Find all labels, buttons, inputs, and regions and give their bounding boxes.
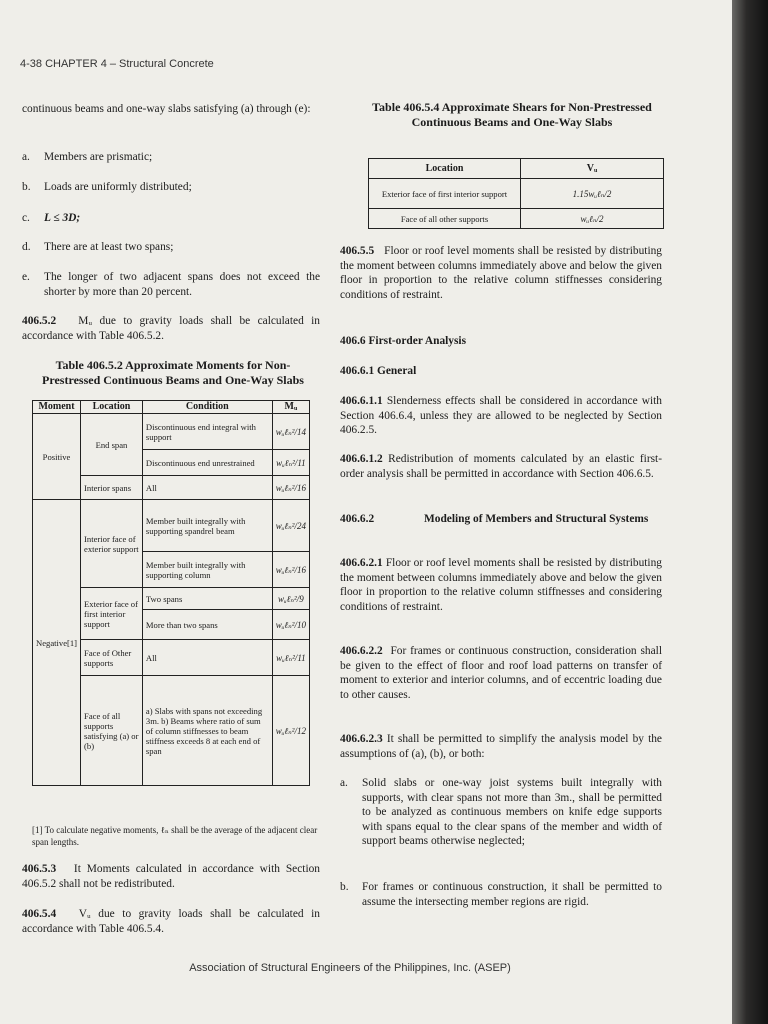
cell-formula: wᵤℓₙ²/12 <box>272 676 309 786</box>
section-406-5-2: 406.5.2 Mᵤ due to gravity loads shall be calculated in accordance with Table 406.5.2. <box>22 315 320 342</box>
col-mu: Mᵤ <box>272 401 309 414</box>
cell-formula: wᵤℓₙ²/16 <box>272 552 309 588</box>
cell-condition: More than two spans <box>142 610 272 640</box>
cell-negative: Negative[1] <box>33 500 81 786</box>
section-406-5-3: 406.5.3 It Moments calculated in accordance with Section 406.5.2 shall not be redistributed. <box>22 863 321 890</box>
cell-formula: wᵤℓₙ²/24 <box>272 500 309 552</box>
cell-exterior-face: Exterior face of first interior support <box>81 588 143 640</box>
table-footnote: [1] To calculate negative moments, ℓₙ shall be the average of the adjacent clear span lengths. <box>32 825 318 847</box>
table-406-5-4-caption: Table 406.5.4 Approximate Shears for Non-Prestressed Continuous Beams and One-Way Slabs <box>372 100 652 129</box>
cell-formula: wᵤℓₙ²/11 <box>272 450 309 476</box>
section-406-6-1-1: 406.6.1.1 Slenderness effects shall be considered in accordance with Section 406.6.4, unless they are allowed to be neglected by Section 406.2.5. <box>340 395 662 436</box>
cell-condition: Discontinuous end integral with support <box>142 414 272 450</box>
cell-formula: wᵤℓₙ²/16 <box>272 476 309 500</box>
book-binding-edge <box>732 0 768 1024</box>
section-406-6-1-heading: 406.6.1 General <box>340 365 417 377</box>
list-item-e: e. The longer of two adjacent spans does not exceed the shorter by more than 20 percent. <box>22 271 320 298</box>
cell-condition: a) Slabs with spans not exceeding 3m. b) Beams where ratio of sum of column stiffnesses to beam stiffness exceeds 8 at each end of span <box>142 676 272 786</box>
page-footer: Association of Structural Engineers of the Philippines, Inc. (ASEP) <box>189 962 511 974</box>
list-item-b: b. For frames or continuous construction, it shall be permitted to assume the intersecting member regions are rigid. <box>340 881 662 908</box>
cell-positive: Positive <box>33 414 81 500</box>
cell-interior-face: Interior face of exterior support <box>81 500 143 588</box>
cell-condition: Discontinuous end unrestrained <box>142 450 272 476</box>
section-406-6-2-3: 406.6.2.3 It shall be permitted to simplify the analysis model by the assumptions of (a), (b), or both: <box>340 733 662 760</box>
cell-condition: Two spans <box>142 588 272 610</box>
col-vu: Vᵤ <box>521 159 664 179</box>
cell-location: Exterior face of first interior support <box>369 179 521 209</box>
cell-condition: Member built integrally with supporting spandrel beam <box>142 500 272 552</box>
section-406-6-1-2: 406.6.1.2 Redistribution of moments calculated by an elastic first-order analysis shall be permitted in accordance with Section 406.6.5. <box>340 453 662 480</box>
cell-formula: wᵤℓₙ²/11 <box>272 640 309 676</box>
cell-all-supports: Face of all supports satisfying (a) or (b) <box>81 676 143 786</box>
intro-text: continuous beams and one-way slabs satisfying (a) through (e): <box>22 103 311 115</box>
cell-interior-spans: Interior spans <box>81 476 143 500</box>
running-header: 4-38 CHAPTER 4 – Structural Concrete <box>20 58 214 70</box>
cell-other-supports: Face of Other supports <box>81 640 143 676</box>
section-406-5-5: 406.5.5 Floor or roof level moments shall be resisted by distributing the moment between columns immediately above and below the given floor in proportion to the relative column stiffnesses considering conditions of restraint. <box>340 245 662 301</box>
cell-formula: wᵤℓₙ²/9 <box>272 588 309 610</box>
cell-formula: wᵤℓₙ²/10 <box>272 610 309 640</box>
cell-end-span: End span <box>81 414 143 476</box>
section-406-6-2-1: 406.6.2.1 Floor or roof level moments shall be resisted by distributing the moment between columns immediately above and below the given floor in proportion to the relative column stiffnesses and considering conditions of restraint. <box>340 557 662 613</box>
section-406-5-4: 406.5.4 Vᵤ due to gravity loads shall be calculated in accordance with Table 406.5.4. <box>22 908 320 935</box>
cell-condition: All <box>142 476 272 500</box>
cell-location: Face of all other supports <box>369 209 521 229</box>
col-condition: Condition <box>142 401 272 414</box>
section-406-6-heading: 406.6 First-order Analysis <box>340 335 467 347</box>
list-item-a: a. Solid slabs or one-way joist systems built integrally with supports, with clear spans not more than 3m., shall be permitted to be analyzed as continuous members on knife edge supports with spans equal to the clear spans of the member and width of support beams otherwise neglected; <box>340 777 662 847</box>
section-406-6-2-2: 406.6.2.2 For frames or continuous construction, consideration shall be given to the effect of floor and roof load patterns on transfer of moment to exterior and interior columns, and of eccentric loading due to other causes. <box>340 645 662 701</box>
col-location: Location <box>369 159 521 179</box>
table-406-5-2 <box>32 400 310 786</box>
cell-condition: Member built integrally with supporting column <box>142 552 272 588</box>
cell-condition: All <box>142 640 272 676</box>
cell-shear: 1.15wᵤℓₙ/2 <box>521 179 664 209</box>
cell-shear: wᵤℓₙ/2 <box>521 209 664 229</box>
page: 4-38 CHAPTER 4 – Structural Concrete continuous beams and one-way slabs satisfying (a) through (e): a. Members are prismatic; b. Loads are uniformly distributed; c. L ≤ 3D; d. There are at least two spans; e. The longer of two adjacent spans does not exceed the shorter by more than 20 percent. 406.5.2 Mᵤ due to gravity loads shall be calculated in accordance with Table 406.5.2. Table 406.5.2 Approximate Moments for Non-Prestressed Continuous Beams and One-Way Slabs Moment Location Condition Mᵤ Positive End span Discontinuous end integral with support wᵤℓₙ²/14 Discontinuous end unrestrained wᵤℓₙ²/11 Interior spans All wᵤℓₙ²/16 Negative[1] Interior face of exterior support Member built integrally with supporting spandrel beam wᵤℓₙ²/24 Member built integrally with supporting column wᵤℓₙ²/16 Exterior face of first interior support Two spans wᵤℓₙ²/9 More than two spans wᵤℓₙ²/10 Face of Other supports All wᵤℓₙ²/11 Face of all supports satisfying (a) or (b) a) Slabs with spans not exceeding 3m. b) Beams where ratio of sum of column stiffnesses to beam stiffness exceeds 8 at each end of span wᵤℓₙ²/12 [1] To calculate negative moments, ℓₙ shall be the average of the adjacent clear span lengths. 406.5.3 It Moments calculated in accordance with Section 406.5.2 shall not be redistributed. 406.5.4 Vᵤ due to gravity loads shall be calculated in accordance with Table 406.5.4. Table 406.5.4 Approximate Shears for Non-Prestressed Continuous Beams and One-Way Slabs Location Vᵤ Exterior face of first interior support 1.15wᵤℓₙ/2 Face of all other supports wᵤℓₙ/2 406.5.5 Floor or roof level moments shall be resisted by distributing the moment between columns immediately above and below the given floor in proportion to the relative column stiffnesses considering conditions of restraint. 406.6 First-order Analysis 406.6.1 General 406.6.1.1 Slenderness effects shall be considered in accordance with Section 406.6.4, unless they are allowed to be neglected by Section 406.2.5. 406.6.1.2 Redistribution of moments calculated by an elastic first-order analysis shall be permitted in accordance with Section 406.6.5. 406.6.2 Modeling of Members and Structural Systems 406.6.2.1 Floor or roof level moments shall be resisted by distributing the moment between columns immediately above and below the given floor in proportion to the relative column stiffnesses and considering conditions of restraint. 406.6.2.2 For frames or continuous construction, consideration shall be given to the effect of floor and roof load patterns on transfer of moment to exterior and interior columns, and of eccentric loading due to other causes. 406.6.2.3 It shall be permitted to simplify the analysis model by the assumptions of (a), (b), or both: a. Solid slabs or one-way joist systems built integrally with supports, with clear spans not more than 3m., shall be permitted to be analyzed as continuous members on knife edge supports with spans equal to the clear spans of the member and width of support beams otherwise neglected; b. For frames or continuous construction, it shall be permitted to assume the intersecting member regions are rigid. Association of Structural Engineers of the Philippines, Inc. (ASEP) <box>0 0 735 1024</box>
table-406-5-4 <box>368 158 664 229</box>
col-moment: Moment <box>33 401 81 414</box>
col-location: Location <box>81 401 143 414</box>
cell-formula: wᵤℓₙ²/14 <box>272 414 309 450</box>
table-406-5-2-caption: Table 406.5.2 Approximate Moments for Non-Prestressed Continuous Beams and One-Way Slabs <box>42 358 304 387</box>
